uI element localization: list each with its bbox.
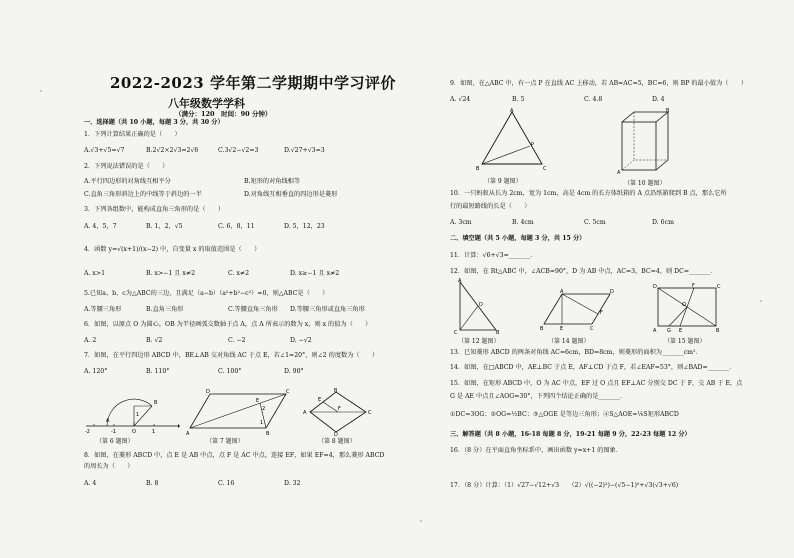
q8-option-a: A. 4	[84, 480, 97, 487]
svg-text:1: 1	[260, 420, 264, 426]
q2-option-a: A.平行四边形的对角线互相平分	[84, 178, 171, 185]
svg-text:P: P	[531, 142, 535, 148]
svg-text:A: A	[458, 278, 462, 284]
svg-text:C: C	[590, 326, 594, 332]
q7-option-a: A. 120°	[84, 368, 108, 375]
q5-option-c: C.等腰直角三角形	[228, 306, 278, 313]
figure-14-parallelogram	[540, 286, 614, 332]
q8-option-c: C. 16	[218, 480, 235, 487]
q8-option-d: D. 32	[284, 480, 301, 487]
question-15-continued: G 是 AE 中点且∠AOG=30°，下列四个结论正确的是_______．	[450, 393, 627, 400]
question-15-statements: ①DC=3OG；②OG=½BC；③△OGE 是等边三角形；④S△AOE=⅙S矩形ABCD	[450, 411, 679, 418]
figure-10-cuboid	[616, 108, 672, 174]
paper-speck	[40, 90, 42, 92]
q6-option-c: C. −2	[228, 337, 246, 344]
question-1: 1．下列计算结果正确的是（ ）	[84, 131, 181, 138]
svg-text:A: A	[510, 108, 514, 114]
q4-option-c: C. x≠2	[228, 270, 250, 277]
svg-text:F: F	[600, 310, 603, 316]
q6-option-a: A. 2	[84, 337, 97, 344]
exam-subtitle: 八年级数学学科	[168, 97, 245, 110]
q7-option-b: B. 110°	[146, 368, 170, 375]
exam-meta: （满分：120 时间：90 分钟）	[175, 110, 272, 118]
svg-text:B: B	[496, 330, 500, 334]
svg-text:D: D	[610, 289, 614, 295]
q4-option-d: D. x≥−1 且 x≠2	[290, 270, 340, 277]
q1-option-c: C.3√2−√2=3	[218, 147, 259, 154]
figure-15-caption: （第 15 题图）	[664, 338, 706, 345]
svg-text:A: A	[653, 328, 657, 334]
svg-text:O: O	[132, 429, 136, 435]
svg-text:O: O	[682, 302, 686, 308]
svg-text:F: F	[692, 283, 695, 289]
q4-option-b: B. x>−1 且 x≠2	[146, 270, 196, 277]
svg-text:A: A	[560, 289, 564, 295]
question-7: 7．如图，在平行四边形 ABCD 中，BE⊥AB 交对角线 AC 于点 E，若∠1=20°，则∠2 的度数为（ ）	[84, 352, 379, 359]
q9-option-d: D. 4	[652, 96, 665, 103]
q9-option-a: A. √24	[450, 96, 471, 103]
svg-text:E: E	[679, 328, 683, 334]
q4-option-a: A. x>1	[84, 270, 106, 277]
q2-option-c: C.直角三角形斜边上的中线等于斜边的一半	[84, 191, 202, 198]
svg-text:B: B	[476, 166, 480, 172]
q6-option-b: B. √2	[146, 337, 163, 344]
q8-option-b: B. 8	[146, 480, 159, 487]
svg-text:D: D	[206, 389, 210, 395]
question-2: 2．下列说法错误的是（ ）	[84, 163, 169, 170]
figure-6-caption: （第 6 题图）	[96, 438, 134, 445]
q5-option-b: B.直角三角形	[146, 306, 184, 313]
q7-option-d: D. 90°	[284, 368, 304, 375]
question-17: 17．（8 分）计算：（1）√27−√12+√3 （2）√((−2)²)−(√5−1)⁰+√3(√3+√6)	[450, 482, 679, 489]
q6-option-d: D. −√2	[290, 337, 312, 344]
svg-text:A: A	[106, 418, 110, 424]
question-15: 15．如图，在矩形 ABCD 中，O 为 AC 中点，EF 过 O 点且 EF⊥AC 分别交 DC 于 F，交 AB 于 E，点	[450, 380, 743, 387]
q1-option-b: B.2√2×2√3=2√6	[146, 147, 199, 154]
question-6: 6．如图，以原点 O 为圆心，OB 为半径画弧交数轴于点 A，点 A 所表示的数为 x，则 x 的值为（ ）	[84, 321, 372, 328]
paper-speck	[420, 520, 422, 522]
svg-text:B: B	[716, 328, 720, 334]
section-1-heading: 一、选择题（共 10 小题，每题 3 分，共 30 分）	[84, 119, 224, 126]
question-8-continued: 的周长为（ ）	[84, 463, 134, 470]
svg-text:A: A	[617, 170, 621, 174]
svg-text:-2: -2	[85, 429, 90, 435]
question-11: 11．计算：√6+√3=_______．	[450, 252, 537, 259]
figure-6-number-line	[84, 386, 180, 436]
svg-text:D: D	[479, 302, 483, 308]
svg-text:E: E	[256, 398, 260, 404]
section-3-heading: 三、解答题（共 8 小题，16-18 每题 8 分，19-21 每题 9 分，22-23 每题 12 分）	[450, 431, 691, 438]
figure-12-right-triangle	[452, 278, 502, 334]
figure-7-parallelogram	[186, 388, 290, 436]
q2-option-d: D.对角线互相垂直的四边形是菱形	[244, 191, 338, 198]
figure-8-rhombus	[298, 388, 378, 436]
question-9: 9．如图，在△ABC 中，有一点 P 在直线 AC 上移动，若 AB=AC=5，BC=6，则 BP 的最小值为（ ）	[450, 80, 748, 87]
q10-option-b: B. 4cm	[512, 219, 534, 226]
svg-text:1: 1	[152, 429, 156, 435]
question-10-continued: 行的最短路线的长是（ ）	[450, 203, 531, 210]
svg-text:D: D	[653, 284, 657, 290]
svg-text:C: C	[368, 410, 372, 416]
q3-option-c: C. 6，8，11	[218, 223, 255, 230]
q10-option-d: D. 6cm	[652, 219, 674, 226]
question-10: 10．一只蚂蚁从长为 2cm，宽为 1cm，高是 4cm 的长方体纸箱的 A 点沿纸箱爬到 B 点，那么它所	[450, 190, 727, 197]
section-2-heading: 二、填空题（共 5 小题，每题 3 分，共 15 分）	[450, 235, 586, 242]
question-14: 14．如图，在□ABCD 中，AE⊥BC 于点 E，AF⊥CD 于点 F，若∠EAF=53°，则∠BAD=_______．	[450, 364, 736, 371]
q9-option-c: C. 4.8	[584, 96, 603, 103]
svg-text:G: G	[667, 328, 671, 334]
svg-text:A: A	[303, 410, 307, 416]
q9-option-b: B. 5	[512, 96, 525, 103]
svg-text:E: E	[318, 397, 322, 403]
svg-text:B: B	[666, 108, 670, 114]
question-5: 5.已知a、b、c为△ABC的三边，且满足（a−b）（a²+b²−c²）=0，则△ABC是（ ）	[84, 290, 329, 297]
svg-text:D: D	[334, 432, 338, 436]
question-16: 16．（8 分）在平面直角坐标系中，画出函数 y=x+1 的图象．	[450, 447, 623, 454]
q1-option-a: A.√3+√5=√7	[84, 147, 125, 154]
svg-text:E: E	[560, 326, 564, 332]
svg-text:C: C	[454, 330, 458, 334]
figure-15-rectangle	[652, 282, 722, 334]
svg-text:B: B	[540, 326, 544, 332]
question-8: 8．如图，在菱形 ABCD 中，点 E 是 AB 中点，点 F 是 AC 中点，连接 EF，如果 EF=4，那么菱形 ABCD	[84, 452, 385, 459]
svg-text:C: C	[717, 284, 721, 290]
q10-option-a: A. 3cm	[450, 219, 472, 226]
figure-7-caption: （第 7 题图）	[206, 438, 244, 445]
question-13: 13．已知菱形 ABCD 的两条对角线 AC=6cm，BD=8cm，则菱形的面积为_______cm²．	[450, 349, 702, 356]
q3-option-a: A. 4，5，7	[84, 223, 117, 230]
svg-text:1: 1	[136, 412, 140, 418]
svg-text:-1: -1	[111, 429, 116, 435]
q3-option-b: B. 1，2，√5	[146, 223, 183, 230]
svg-text:C: C	[286, 389, 290, 395]
q3-option-d: D. 5，12，23	[284, 223, 325, 230]
svg-text:F: F	[338, 406, 341, 412]
figure-9-triangle	[474, 108, 550, 172]
svg-text:C: C	[543, 166, 547, 172]
svg-text:A: A	[186, 431, 190, 436]
figure-8-caption: （第 8 题图）	[318, 438, 356, 445]
svg-text:B: B	[334, 388, 338, 394]
q5-option-a: A.等腰三角形	[84, 306, 122, 313]
figure-12-caption: （第 12 题图）	[458, 338, 500, 345]
q1-option-d: D.√27+√3=3	[284, 147, 325, 154]
question-12: 12．如图，在 Rt△ABC 中，∠ACB=90°，D 为 AB 中点，AC=3，BC=4，则 DC=_______．	[450, 268, 717, 275]
figure-9-caption: （第 9 题图）	[484, 178, 522, 185]
figure-14-caption: （第 14 题图）	[548, 338, 590, 345]
exam-title: 2022-2023 学年第二学期期中学习评价	[110, 74, 396, 92]
question-3: 3．下列各组数中，能构成直角三角形的是（ ）	[84, 206, 225, 213]
figure-10-caption: （第 10 题图）	[624, 180, 666, 187]
q7-option-c: C. 100°	[218, 368, 242, 375]
question-4: 4．函数 y=√(x+1)/(x−2) 中，自变量 x 的取值范围是（ ）	[84, 246, 261, 253]
q2-option-b: B.矩形的对角线相等	[244, 178, 301, 185]
svg-text:2: 2	[262, 406, 266, 412]
q10-option-c: C. 5cm	[584, 219, 606, 226]
svg-text:B: B	[154, 400, 158, 406]
paper-speck	[760, 300, 762, 302]
svg-text:B: B	[266, 431, 270, 436]
q5-option-d: D.等腰三角形或直角三角形	[290, 306, 365, 313]
